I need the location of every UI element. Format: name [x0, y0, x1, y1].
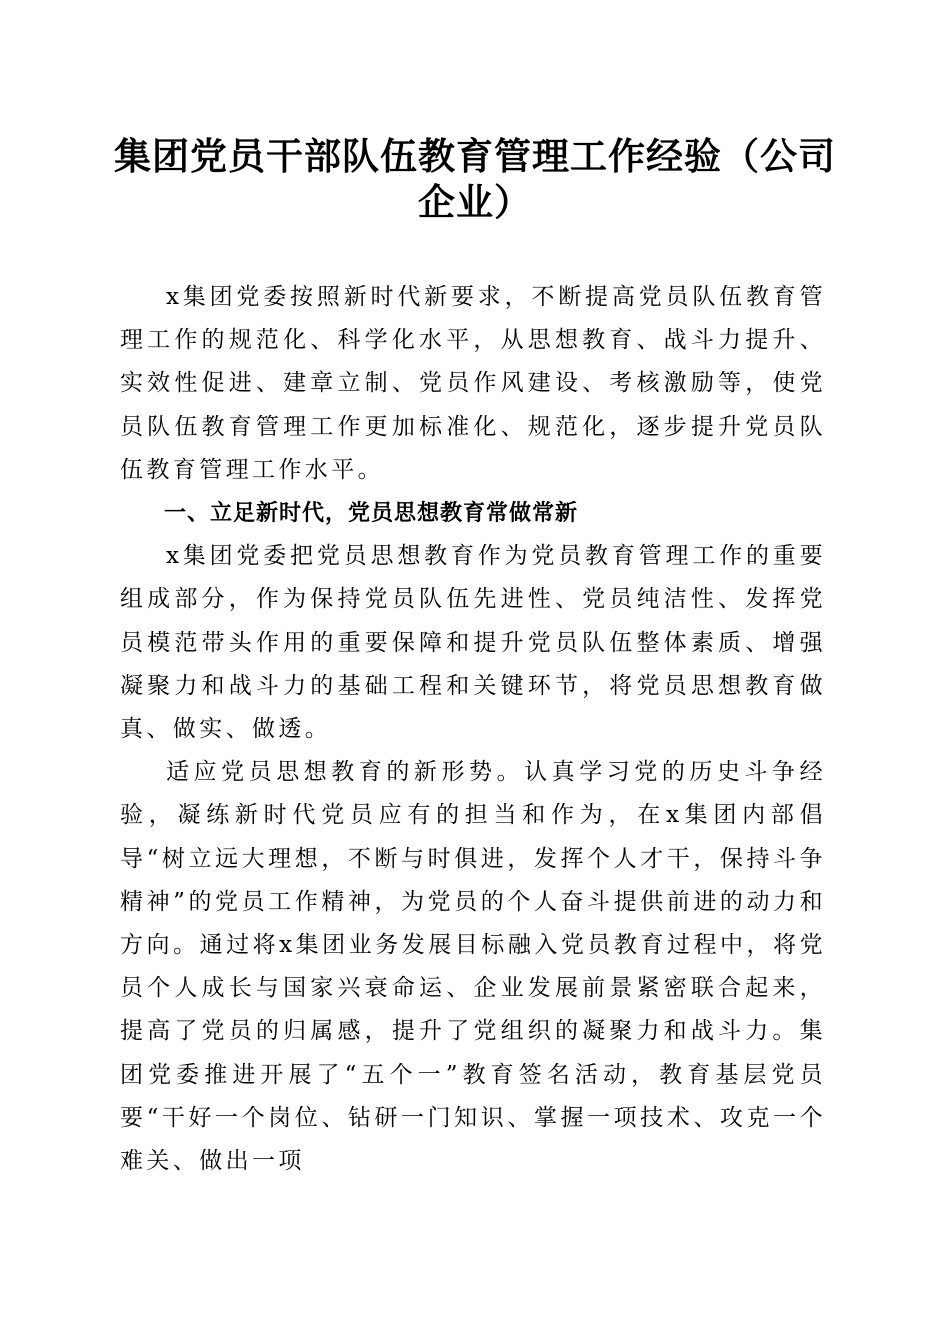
- section1-paragraph-2: 适应党员思想教育的新形势。认真学习党的历史斗争经验，凝练新时代党员应有的担当和作为，在x集团内部倡导“树立远大理想，不断与时俱进，发挥个人才干，保持斗争精神”的党员工作精神，为党员的个人奋斗提供前进的动力和方向。通过将x集团业务发展目标融入党员教育过程中，将党员个人成长与国家兴衰命运、企业发展前景紧密联合起来，提高了党员的归属感，提升了党组织的凝聚力和战斗力。集团党委推进开展了“五个一”教育签名活动，教育基层党员要“干好一个岗位、钻研一门知识、掌握一项技术、攻克一个难关、做出一项: [120, 759, 826, 1175]
- intro-paragraph: x集团党委按照新时代新要求，不断提高党员队伍教育管理工作的规范化、科学化水平，从思想教育、战斗力提升、实效性促进、建章立制、党员作风建设、考核激励等，使党员队伍教育管理工作更加标准化、规范化，逐步提升党员队伍教育管理工作水平。: [120, 284, 826, 483]
- section1-paragraph-1: x集团党委把党员思想教育作为党员教育管理工作的重要组成部分，作为保持党员队伍先进性、党员纯洁性、发挥党员模范带头作用的重要保障和提升党员队伍整体素质、增强凝聚力和战斗力的基础工程和关键环节，将党员思想教育做真、做实、做透。: [120, 543, 826, 743]
- document-title: 集团党员干部队伍教育管理工作经验（公司企业）: [114, 135, 836, 224]
- document-body: [120, 276, 826, 1183]
- section-heading-1: 一、立足新时代，党员思想教育常做常新: [164, 501, 579, 527]
